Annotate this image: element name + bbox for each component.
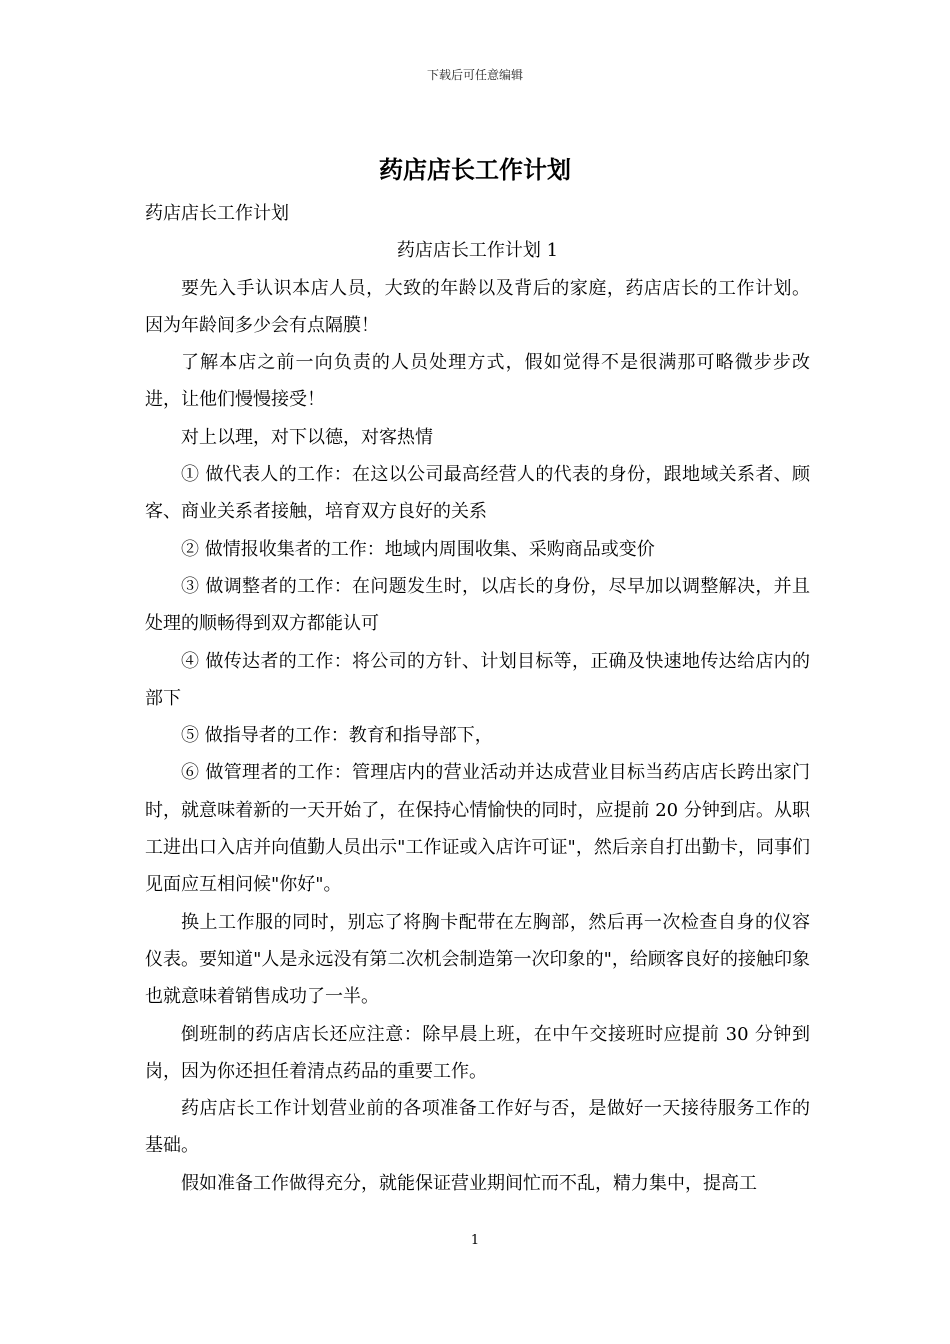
paragraph: 换上工作服的同时，别忘了将胸卡配带在左胸部，然后再一次检查自身的仪容仪表。要知道"人是永远没有第二次机会制造第一次印象的"，给顾客良好的接触印象也就意味着销售成功了一半。 bbox=[145, 911, 810, 1008]
document-body bbox=[145, 195, 810, 1202]
paragraph: ① 做代表人的工作：在这以公司最高经营人的代表的身份，跟地域关系者、顾客、商业关系者接触，培育双方良好的关系 bbox=[145, 464, 810, 523]
paragraph: 对上以理，对下以德，对客热情 bbox=[181, 426, 433, 448]
paragraph: ⑥ 做管理者的工作：管理店内的营业活动并达成营业目标当药店店长跨出家门时，就意味着新的一天开始了，在保持心情愉快的同时，应提前 20 分钟到店。从职工进出口入店并向值勤人员出示"工作证或入店许可证"，然后亲自打出勤卡，同事们见面应互相问候"你好"。 bbox=[145, 762, 810, 896]
header-note: 下载后可任意编辑 bbox=[426, 68, 523, 82]
paragraph: 了解本店之前一向负责的人员处理方式，假如觉得不是很满那可略微步步改进，让他们慢慢接受！ bbox=[145, 352, 810, 411]
paragraph: ③ 做调整者的工作：在问题发生时，以店长的身份，尽早加以调整解决，并且处理的顺畅得到双方都能认可 bbox=[145, 575, 810, 635]
document-subtitle: 药店店长工作计划 bbox=[145, 203, 289, 224]
paragraph: 药店店长工作计划营业前的各项准备工作好与否，是做好一天接待服务工作的基础。 bbox=[145, 1098, 810, 1157]
paragraph: 假如准备工作做得充分，就能保证营业期间忙而不乱，精力集中，提高工 bbox=[181, 1172, 757, 1194]
paragraph: 倒班制的药店店长还应注意：除早晨上班，在中午交接班时应提前 30 分钟到岗，因为你还担任着清点药品的重要工作。 bbox=[145, 1023, 810, 1082]
paragraph: ② 做情报收集者的工作：地域内周围收集、采购商品或变价 bbox=[181, 538, 655, 560]
section-heading: 药店店长工作计划 1 bbox=[396, 240, 559, 262]
page-number: 1 bbox=[470, 1233, 480, 1248]
document-title: 药店店长工作计划 bbox=[379, 155, 571, 184]
paragraph: ④ 做传达者的工作：将公司的方针、计划目标等，正确及快速地传达给店内的部下 bbox=[145, 650, 810, 709]
paragraph: ⑤ 做指导者的工作：教育和指导部下， bbox=[181, 725, 493, 747]
paragraph: 要先入手认识本店人员，大致的年龄以及背后的家庭，药店店长的工作计划。因为年龄间多少会有点隔膜！ bbox=[145, 277, 810, 336]
